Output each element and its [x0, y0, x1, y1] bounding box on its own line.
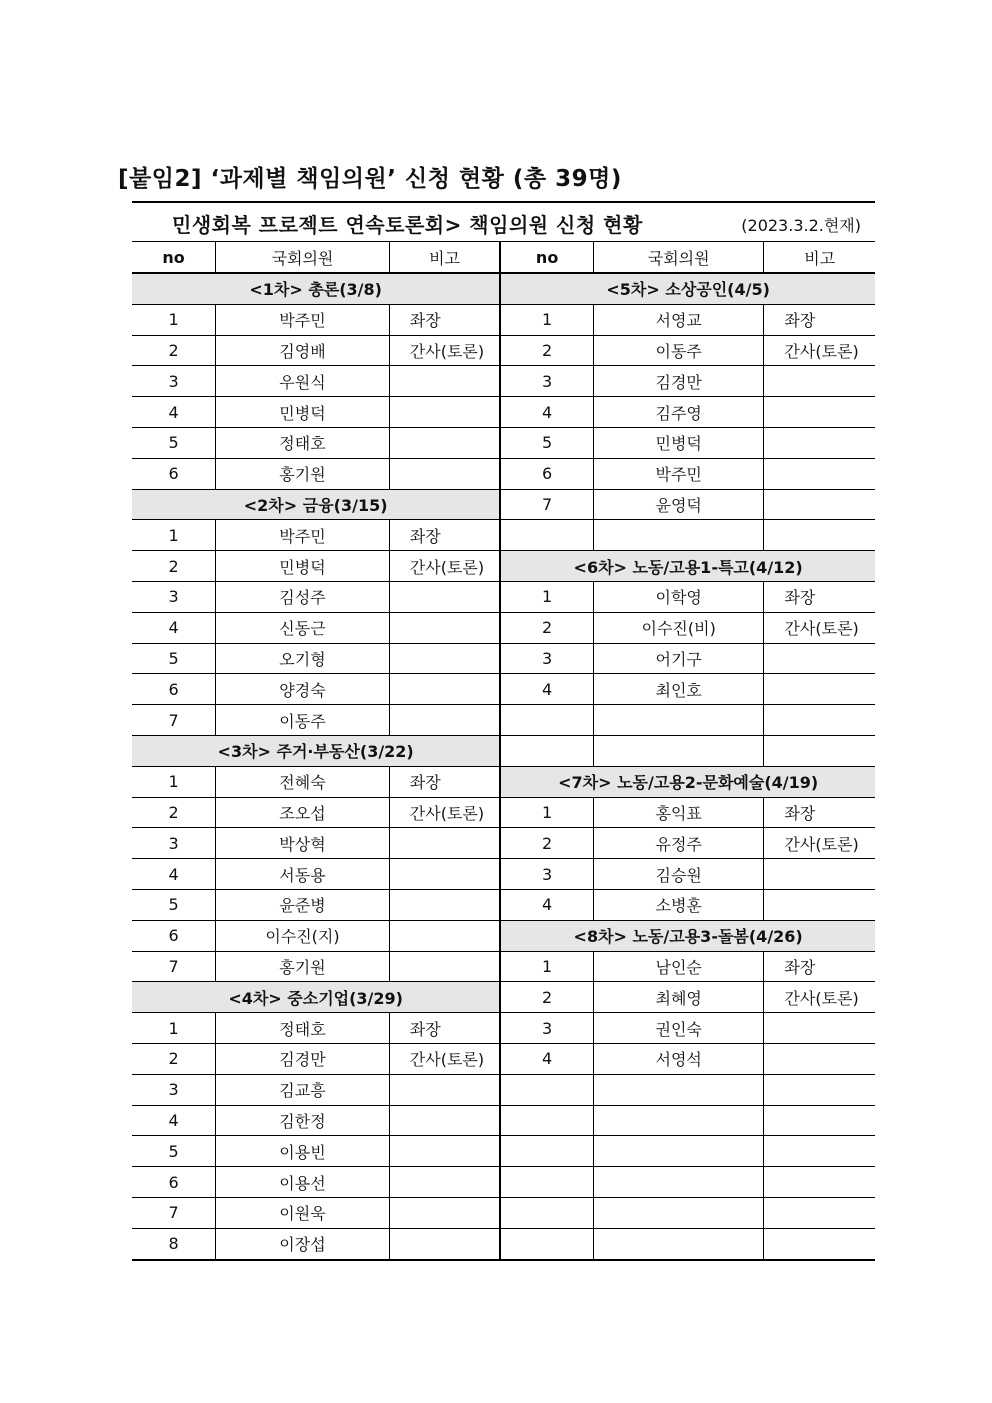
row-note [764, 859, 875, 890]
row-note: 좌장 [764, 797, 875, 828]
row-note [764, 520, 875, 551]
row-note: 좌장 [764, 304, 875, 335]
row-no: 5 [132, 889, 216, 920]
row-note [764, 489, 875, 520]
table-row [132, 551, 875, 582]
header-no-right: no [500, 242, 593, 273]
section-title: <6차> 노동/고용1-특고(4/12) [500, 551, 875, 582]
table-banner [132, 203, 875, 242]
member-name: 오기형 [216, 643, 390, 674]
row-note [764, 1013, 875, 1044]
row-note: 간사(토론) [764, 612, 875, 643]
table-row [132, 489, 875, 520]
row-no: 7 [500, 489, 593, 520]
row-note: 간사(토론) [389, 1043, 500, 1074]
row-note: 좌장 [764, 581, 875, 612]
row-no: 6 [132, 920, 216, 951]
table-row [132, 1013, 875, 1044]
member-name: 민병덕 [216, 397, 390, 428]
member-name [593, 1167, 763, 1198]
row-note [389, 643, 500, 674]
row-note [764, 458, 875, 489]
member-name [593, 1197, 763, 1228]
member-name: 김승원 [593, 859, 763, 890]
member-name: 이동주 [593, 335, 763, 366]
table-row [132, 1197, 875, 1228]
table-row [132, 705, 875, 736]
row-note [389, 427, 500, 458]
member-name: 서영석 [593, 1043, 763, 1074]
table-row [132, 366, 875, 397]
section-title: <4차> 중소기업(3/29) [132, 982, 500, 1013]
member-name: 우원식 [216, 366, 390, 397]
row-no: 5 [132, 643, 216, 674]
row-note [764, 1074, 875, 1105]
row-no: 3 [500, 859, 593, 890]
table-row [132, 766, 875, 797]
row-note [764, 366, 875, 397]
header-member-left: 국회의원 [216, 242, 390, 273]
member-name: 김성주 [216, 581, 390, 612]
member-name [593, 1105, 763, 1136]
header-note-left: 비고 [389, 242, 500, 273]
table-row [132, 1167, 875, 1198]
table-row [132, 828, 875, 859]
member-name: 김경만 [216, 1043, 390, 1074]
row-note [389, 828, 500, 859]
row-no: 2 [132, 1043, 216, 1074]
row-no: 4 [500, 1043, 593, 1074]
member-name: 최혜영 [593, 982, 763, 1013]
member-name: 이장섭 [216, 1228, 390, 1259]
row-note [389, 951, 500, 982]
member-name: 박상혁 [216, 828, 390, 859]
row-no: 3 [132, 828, 216, 859]
member-name [593, 705, 763, 736]
member-name: 홍익표 [593, 797, 763, 828]
row-note: 간사(토론) [389, 335, 500, 366]
row-note: 간사(토론) [764, 335, 875, 366]
row-no [500, 1228, 593, 1259]
row-no: 6 [132, 674, 216, 705]
row-note [389, 1136, 500, 1167]
row-no [500, 1105, 593, 1136]
registration-sheet [132, 201, 875, 1261]
row-note: 간사(토론) [764, 982, 875, 1013]
row-no: 5 [132, 1136, 216, 1167]
row-no: 1 [500, 581, 593, 612]
row-note [389, 1228, 500, 1259]
row-no: 2 [500, 982, 593, 1013]
row-no: 2 [500, 335, 593, 366]
member-name: 이원욱 [216, 1197, 390, 1228]
member-name: 정태호 [216, 1013, 390, 1044]
row-no: 3 [132, 366, 216, 397]
row-no: 1 [500, 797, 593, 828]
member-table [132, 242, 875, 1261]
member-name: 홍기원 [216, 458, 390, 489]
row-note [389, 366, 500, 397]
member-name: 홍기원 [216, 951, 390, 982]
row-note [389, 458, 500, 489]
table-row [132, 1043, 875, 1074]
row-no: 2 [132, 797, 216, 828]
row-note [389, 1197, 500, 1228]
row-note: 간사(토론) [764, 828, 875, 859]
row-note: 좌장 [389, 1013, 500, 1044]
row-note [764, 705, 875, 736]
member-name [593, 1228, 763, 1259]
table-row [132, 581, 875, 612]
table-row [132, 458, 875, 489]
table-row [132, 951, 875, 982]
member-name: 정태호 [216, 427, 390, 458]
member-name: 김교흥 [216, 1074, 390, 1105]
row-no: 1 [132, 766, 216, 797]
table-row [132, 735, 875, 766]
table-row [132, 397, 875, 428]
row-no [500, 1136, 593, 1167]
row-no: 2 [132, 551, 216, 582]
table-row [132, 1228, 875, 1259]
row-no: 2 [500, 612, 593, 643]
member-name: 남인순 [593, 951, 763, 982]
member-name: 이학영 [593, 581, 763, 612]
row-no [500, 1197, 593, 1228]
row-no: 7 [132, 705, 216, 736]
member-name: 서영교 [593, 304, 763, 335]
member-name [593, 520, 763, 551]
member-name: 윤준병 [216, 889, 390, 920]
row-note [764, 889, 875, 920]
row-no: 1 [500, 304, 593, 335]
row-note: 간사(토론) [389, 551, 500, 582]
row-no: 6 [500, 458, 593, 489]
section-title: <7차> 노동/고용2-문화예술(4/19) [500, 766, 875, 797]
row-no: 6 [132, 1167, 216, 1198]
row-note [389, 889, 500, 920]
header-note-right: 비고 [764, 242, 875, 273]
row-note [389, 397, 500, 428]
table-row [132, 982, 875, 1013]
member-name: 윤영덕 [593, 489, 763, 520]
member-name: 김한정 [216, 1105, 390, 1136]
row-note [764, 1167, 875, 1198]
member-name: 신동근 [216, 612, 390, 643]
member-name: 최인호 [593, 674, 763, 705]
section-title: <8차> 노동/고용3-돌봄(4/26) [500, 920, 875, 951]
member-name: 이수진(비) [593, 612, 763, 643]
row-note [764, 674, 875, 705]
member-name: 유정주 [593, 828, 763, 859]
row-no: 2 [500, 828, 593, 859]
row-note: 간사(토론) [389, 797, 500, 828]
header-no-left: no [132, 242, 216, 273]
table-row [132, 797, 875, 828]
row-note [764, 1043, 875, 1074]
table-row [132, 859, 875, 890]
header-member-right: 국회의원 [593, 242, 763, 273]
member-name: 소병훈 [593, 889, 763, 920]
row-note [389, 920, 500, 951]
member-name: 이용빈 [216, 1136, 390, 1167]
table-row [132, 920, 875, 951]
row-note [389, 1074, 500, 1105]
row-no: 8 [132, 1228, 216, 1259]
member-name [593, 1136, 763, 1167]
member-name: 이용선 [216, 1167, 390, 1198]
member-name: 김주영 [593, 397, 763, 428]
member-name: 어기구 [593, 643, 763, 674]
row-no: 1 [132, 304, 216, 335]
banner-date: (2023.3.2.현재) [741, 216, 861, 235]
member-name: 조오섭 [216, 797, 390, 828]
table-row [132, 612, 875, 643]
row-note [389, 612, 500, 643]
row-no: 4 [500, 674, 593, 705]
row-no: 1 [132, 520, 216, 551]
row-no: 1 [132, 1013, 216, 1044]
member-name: 박주민 [216, 304, 390, 335]
member-name: 김영배 [216, 335, 390, 366]
member-name: 박주민 [593, 458, 763, 489]
member-name: 서동용 [216, 859, 390, 890]
section-title: <2차> 금융(3/15) [132, 489, 500, 520]
row-note [389, 705, 500, 736]
section-title: <3차> 주거·부동산(3/22) [132, 735, 500, 766]
row-note [764, 1136, 875, 1167]
row-note: 좌장 [764, 951, 875, 982]
row-no: 1 [500, 951, 593, 982]
table-row [132, 1074, 875, 1105]
row-no: 4 [500, 889, 593, 920]
row-no [500, 520, 593, 551]
row-note [764, 1228, 875, 1259]
table-row [132, 643, 875, 674]
member-name: 권인숙 [593, 1013, 763, 1044]
row-no [500, 1074, 593, 1105]
member-name: 양경숙 [216, 674, 390, 705]
row-no: 7 [132, 1197, 216, 1228]
row-note [764, 427, 875, 458]
row-note: 좌장 [389, 766, 500, 797]
member-name: 민병덕 [216, 551, 390, 582]
row-no: 6 [132, 458, 216, 489]
document-title: [붙임2] ‘과제별 책임의원’ 신청 현황 (총 39명) [118, 166, 622, 192]
table-row [132, 427, 875, 458]
row-no: 3 [500, 643, 593, 674]
row-no: 4 [500, 397, 593, 428]
member-name: 전혜숙 [216, 766, 390, 797]
table-row [132, 335, 875, 366]
row-note [389, 859, 500, 890]
member-name: 이동주 [216, 705, 390, 736]
row-no: 4 [132, 1105, 216, 1136]
row-note [764, 643, 875, 674]
row-no: 3 [500, 1013, 593, 1044]
row-note [389, 1167, 500, 1198]
row-note [389, 674, 500, 705]
member-name: 김경만 [593, 366, 763, 397]
table-row [132, 520, 875, 551]
row-no: 7 [132, 951, 216, 982]
member-name: 민병덕 [593, 427, 763, 458]
banner-title: 민생회복 프로젝트 연속토론회> 책임의원 신청 현황 [172, 213, 643, 237]
row-note [764, 397, 875, 428]
row-note [389, 581, 500, 612]
row-note [389, 1105, 500, 1136]
row-no: 5 [500, 427, 593, 458]
row-no: 4 [132, 397, 216, 428]
row-no [500, 1167, 593, 1198]
table-row [132, 304, 875, 335]
member-name [593, 735, 763, 766]
member-name: 박주민 [216, 520, 390, 551]
row-no: 4 [132, 859, 216, 890]
table-row [132, 889, 875, 920]
table-row [132, 273, 875, 304]
header-row [132, 242, 875, 273]
row-no: 3 [132, 1074, 216, 1105]
member-name: 이수진(지) [216, 920, 390, 951]
section-title: <5차> 소상공인(4/5) [500, 273, 875, 304]
row-no: 4 [132, 612, 216, 643]
row-no [500, 735, 593, 766]
table-row [132, 1136, 875, 1167]
row-no: 3 [132, 581, 216, 612]
section-title: <1차> 총론(3/8) [132, 273, 500, 304]
row-note: 좌장 [389, 520, 500, 551]
member-name [593, 1074, 763, 1105]
row-note: 좌장 [389, 304, 500, 335]
row-no [500, 705, 593, 736]
row-note [764, 1105, 875, 1136]
row-note [764, 1197, 875, 1228]
row-no: 3 [500, 366, 593, 397]
table-row [132, 1105, 875, 1136]
row-no: 2 [132, 335, 216, 366]
row-no: 5 [132, 427, 216, 458]
row-note [764, 735, 875, 766]
table-row [132, 674, 875, 705]
